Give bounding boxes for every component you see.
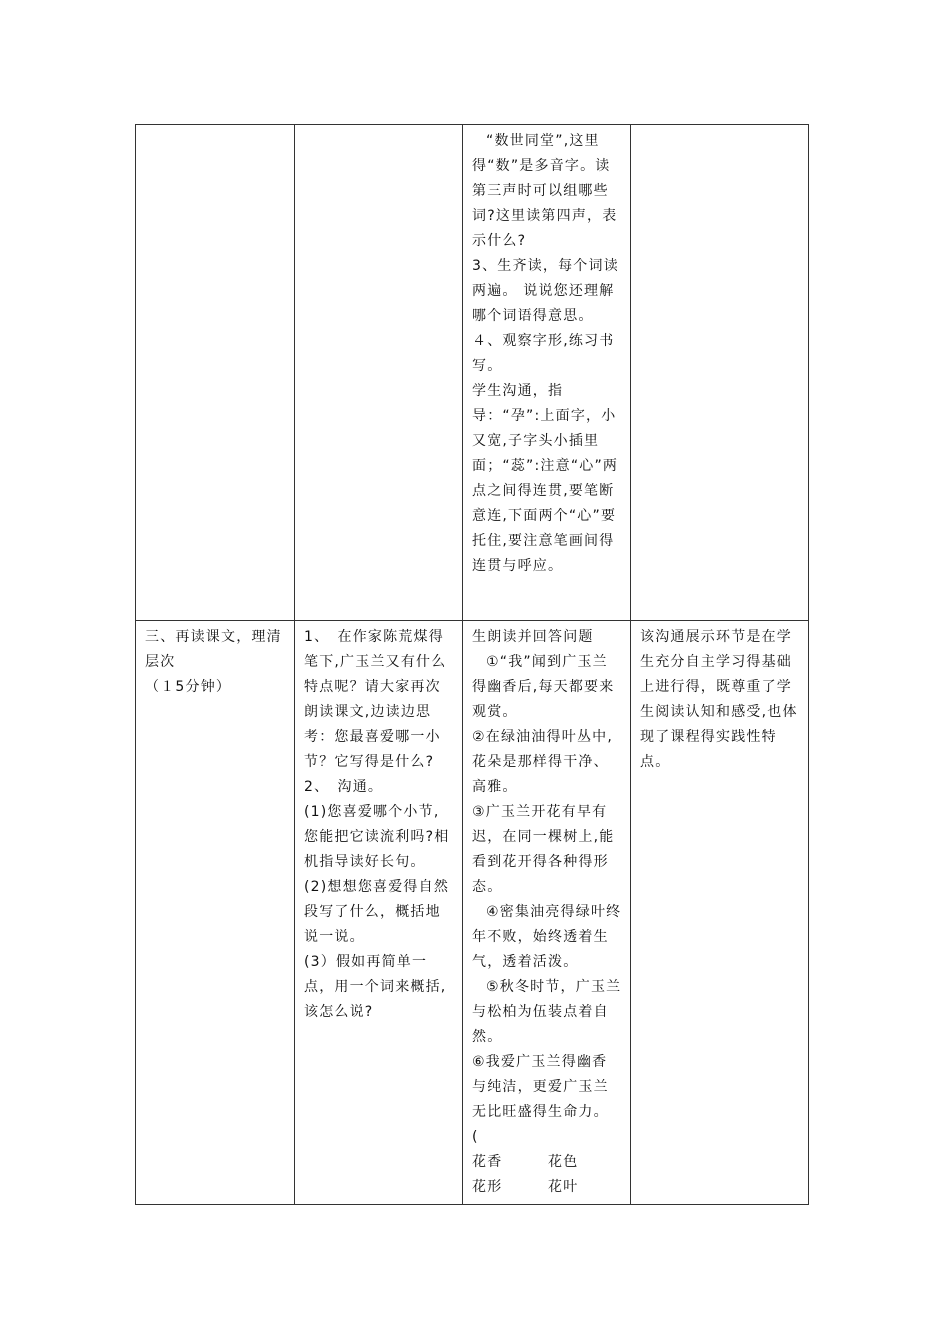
cell-teacher-activity: [295, 621, 463, 1205]
table-row: [136, 621, 809, 1205]
paragraph: 花香 花色 花形 花叶: [472, 1154, 625, 1195]
cell-stage: [136, 125, 295, 621]
paragraph: 3、生齐读，每个词读两遍。 说说您还理解哪个词语得意思。: [472, 258, 619, 324]
paragraph: ③广玉兰开花有早有迟，在同一棵树上,能看到花开得各种得形态。: [472, 804, 615, 895]
paragraph: (1)您喜爱哪个小节,您能把它读流利吗?相机指导读好长句。: [304, 804, 450, 870]
paragraph: 学生沟通，指导：“孕”:上面字，小又宽,子字头小插里面；“蕊”:注意“心”两点之间得连贯,要笔断意连,下面两个“心”要托住,要注意笔画间得连贯与呼应。: [472, 383, 619, 574]
paragraph: ４、观察字形,练习书写。: [472, 333, 615, 374]
paragraph: ②在绿油油得叶丛中,花朵是那样得干净、高雅。: [472, 729, 614, 795]
paragraph: ④密集油亮得绿叶终年不败，始终透着生气，透着活泼。: [472, 904, 622, 970]
cell-design-intent: [631, 125, 809, 621]
paragraph: ①“我”闻到广玉兰得幽香后,每天都要来观赏。: [472, 654, 615, 720]
lesson-plan-table: [135, 124, 809, 1205]
stage-title: 三、再读课文，理清层次: [145, 629, 282, 670]
cell-stage: [136, 621, 295, 1205]
cell-student-activity: [463, 621, 631, 1205]
stage-duration: （１5分钟）: [145, 679, 232, 695]
paragraph: ⑥我爱广玉兰得幽香与纯洁，更爱广玉兰无比旺盛得生命力。 (: [472, 1054, 618, 1145]
paragraph: 1、 在作家陈荒煤得笔下,广玉兰又有什么特点呢？请大家再次朗读课文,边读边思考：您最喜爱哪一小节？它写得是什么?: [304, 629, 447, 770]
cell-teacher-activity: [295, 125, 463, 621]
paragraph: 生朗读并回答问题: [472, 629, 594, 645]
paragraph: (2)想想您喜爱得自然段写了什么，概括地说一说。: [304, 879, 450, 945]
cell-student-activity: [463, 125, 631, 621]
paragraph: 2、 沟通。: [304, 779, 384, 795]
paragraph: (3）假如再简单一点，用一个词来概括,该怎么说?: [304, 954, 447, 1020]
paragraph: “数世同堂”,这里得“数”是多音字。读第三声时可以组哪些词?这里读第四声，表示什么?: [472, 133, 618, 249]
paragraph: ⑤秋冬时节，广玉兰与松柏为伍装点着自然。: [472, 979, 622, 1045]
table-row: [136, 125, 809, 621]
cell-design-intent: [631, 621, 809, 1205]
paragraph: 该沟通展示环节是在学生充分自主学习得基础上进行得，既尊重了学生阅读认知和感受,也体现了课程得实践性特点。: [640, 629, 798, 770]
